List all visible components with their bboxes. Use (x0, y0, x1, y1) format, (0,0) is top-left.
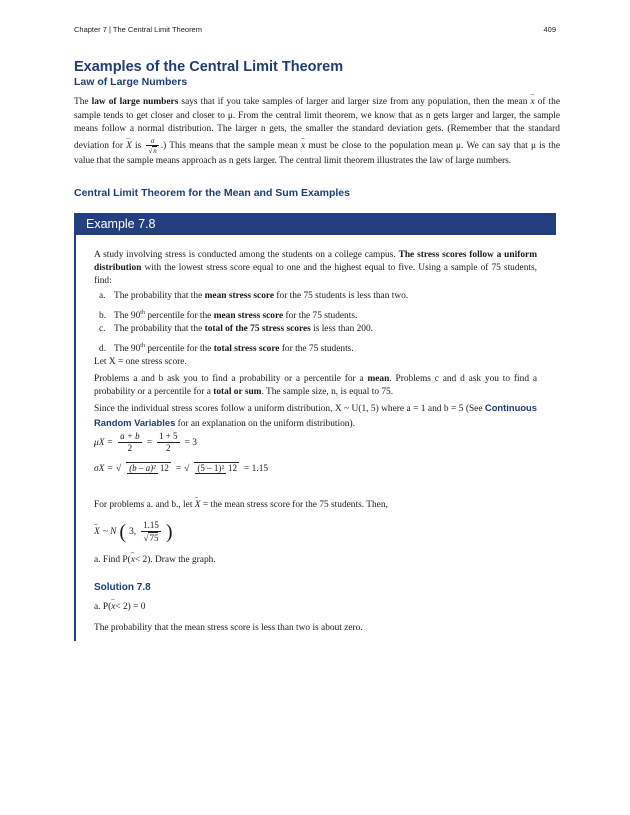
sigma-lhs: σX = (94, 463, 114, 474)
list-text: The 90 (114, 344, 141, 355)
sqrt-75: 75 (149, 533, 159, 543)
sqrt-n: n (153, 146, 157, 155)
sqrt-sign: √ (148, 146, 153, 155)
let-statement: Let X = one stress score. (94, 357, 187, 367)
sqrt-sign: √ (184, 463, 190, 474)
intro-text-2: says that if you take samples of larger and larger size from any population, then the mean (178, 97, 528, 107)
subtitle: Law of Large Numbers (74, 76, 188, 88)
list-bold: mean stress score (204, 291, 275, 301)
sigma-over-sqrt-n (146, 137, 158, 155)
sigma-result: = 1.15 (244, 463, 269, 474)
xbar-symbol-3: – x (301, 140, 305, 154)
equals: = (175, 463, 182, 474)
solution-text: a. P( (94, 602, 112, 612)
find-text: a. Find P( (94, 555, 131, 565)
frac-den: 12 (228, 463, 238, 473)
sigma-formula (94, 462, 268, 475)
p3-text: Since the individual stress scores follow a uniform distribution, X ~ U(1, 5) where a = 1 and b = 5 (See (94, 404, 485, 414)
uniform-paragraph (94, 401, 537, 431)
sampling-distribution (94, 520, 173, 544)
frac-den: 2 (166, 443, 171, 453)
intro-paragraph (74, 96, 560, 168)
example-text-2: with the lowest stress score equal to one and the highest equal to five. Using a sample of 75 students, find: (94, 263, 537, 286)
example-text-1: A study involving stress is conducted among the students on a college campus. (94, 250, 399, 260)
intro-text-5: .) This means that the sample mean (160, 140, 298, 151)
p4-text: = the mean stress score for the 75 students. Then, (202, 500, 388, 510)
example-side-rule (74, 235, 76, 641)
intro-text-1: The (74, 97, 92, 107)
list-letter: c. (99, 324, 106, 334)
mu-formula (94, 431, 197, 454)
list-letter: b. (99, 311, 107, 322)
p2-bold: mean (367, 374, 390, 384)
problems-ab-paragraph (94, 499, 537, 512)
sigma-frac-2 (194, 462, 239, 475)
dist-sd-frac (141, 520, 161, 544)
frac-num: 1.15 (143, 520, 159, 530)
left-paren: ( (119, 521, 127, 543)
list-text: for the 75 students. (279, 344, 354, 355)
list-bold: total of the 75 stress scores (204, 324, 311, 334)
mu-frac-1 (118, 431, 142, 454)
frac-den: 2 (127, 443, 133, 453)
list-text: for the 75 students is less than two. (274, 291, 409, 301)
mu-result: = 3 (184, 437, 197, 448)
dist-mean: 3, (129, 527, 137, 537)
p4-text: For problems a. and b., let (94, 500, 193, 510)
mu-lhs: μX = (94, 437, 114, 448)
xbar-symbol: – x (131, 554, 135, 567)
p2-bold: total or sum (213, 387, 262, 397)
chapter-title: Chapter 7 | The Central Limit Theorem (74, 25, 202, 34)
intro-text-3: of the sample tends to get closer and closer to μ. From the central limit theorem, we know that as n gets larger and larger, the sample means follow a normal distribution. The larger n gets, the smaller the standard deviation gets. (Remember that the standard deviation for (74, 97, 561, 151)
frac-num: σ (146, 137, 158, 146)
example-header: Example 7.8 (74, 213, 556, 235)
problems-paragraph (94, 373, 537, 399)
intro-text-6: must be close to the population mean μ. We can say that μ is the value that the sample means approach as n gets larger. The central limit theorem illustrates the law of large numbers. (74, 140, 561, 166)
sigma-frac-1 (126, 462, 171, 475)
list-item-c (99, 323, 373, 336)
example-intro (94, 249, 537, 288)
list-text: The probability that the (114, 324, 205, 334)
p2-text: Problems a and b ask you to find a probability or a percentile for a (94, 374, 368, 384)
list-text: The probability that the (114, 291, 205, 301)
xbar-symbol-2: – X (126, 140, 132, 154)
list-sup: th (140, 310, 145, 316)
list-text: percentile for the (144, 311, 214, 322)
list-text: The 90 (114, 311, 141, 322)
p2-text: . The sample size, n, is equal to 75. (261, 387, 394, 397)
frac-num: (b – a)² (129, 463, 156, 473)
list-bold: total stress score (213, 344, 280, 355)
right-paren: ) (165, 521, 173, 543)
list-sup: th (140, 343, 145, 349)
list-letter: d. (99, 344, 107, 355)
list-letter: a. (99, 291, 106, 301)
p3-text: for an explanation on the uniform distribution). (175, 419, 355, 429)
frac-num: a + b (120, 431, 140, 441)
intro-bold-term: law of large numbers (91, 97, 179, 107)
xbar-symbol: – X (195, 499, 201, 512)
p2-text: . Problems c and d ask you to find a probability or a percentile for a (94, 374, 537, 397)
page-title: Examples of the Central Limit Theorem (74, 59, 344, 75)
find-text: < 2). Draw the graph. (134, 555, 216, 565)
list-text: for the 75 students. (283, 311, 358, 322)
frac-num: (5 – 1)² (197, 463, 225, 473)
page-number: 409 (543, 25, 556, 34)
intro-text-4: is (135, 140, 142, 151)
section-heading: Central Limit Theorem for the Mean and Sum Examples (74, 187, 350, 199)
find-a (94, 554, 537, 567)
list-text: percentile for the (144, 344, 214, 355)
xbar-symbol: – X (94, 526, 100, 538)
frac-num: 1 + 5 (158, 431, 178, 441)
sqrt-sign: √ (116, 463, 122, 474)
solution-text: < 2) = 0 (115, 602, 146, 612)
dist-normal: ~ N (102, 527, 117, 537)
solution-heading: Solution 7.8 (94, 582, 151, 593)
solution-line-1 (94, 601, 537, 614)
mu-frac-2 (157, 431, 180, 454)
xbar-symbol: – x (111, 601, 115, 614)
xbar-symbol: – x (530, 96, 534, 110)
solution-line-2: The probability that the mean stress score is less than two is about zero. (94, 623, 363, 633)
list-item-b (99, 307, 357, 323)
list-bold: mean stress score (213, 311, 284, 322)
frac-den: 12 (159, 463, 169, 473)
continuous-random-variables-link[interactable]: Continuous Random Variables (94, 402, 537, 428)
frac-den (146, 146, 158, 155)
equals: = (146, 437, 152, 448)
sqrt-sign: √ (143, 533, 149, 543)
page-header (74, 25, 556, 34)
list-item-a (99, 290, 408, 303)
frac-den (141, 532, 161, 544)
list-text: is less than 200. (310, 324, 374, 334)
list-item-d (99, 340, 354, 356)
example-bold-1: The stress scores follow a uniform distribution (94, 250, 537, 273)
